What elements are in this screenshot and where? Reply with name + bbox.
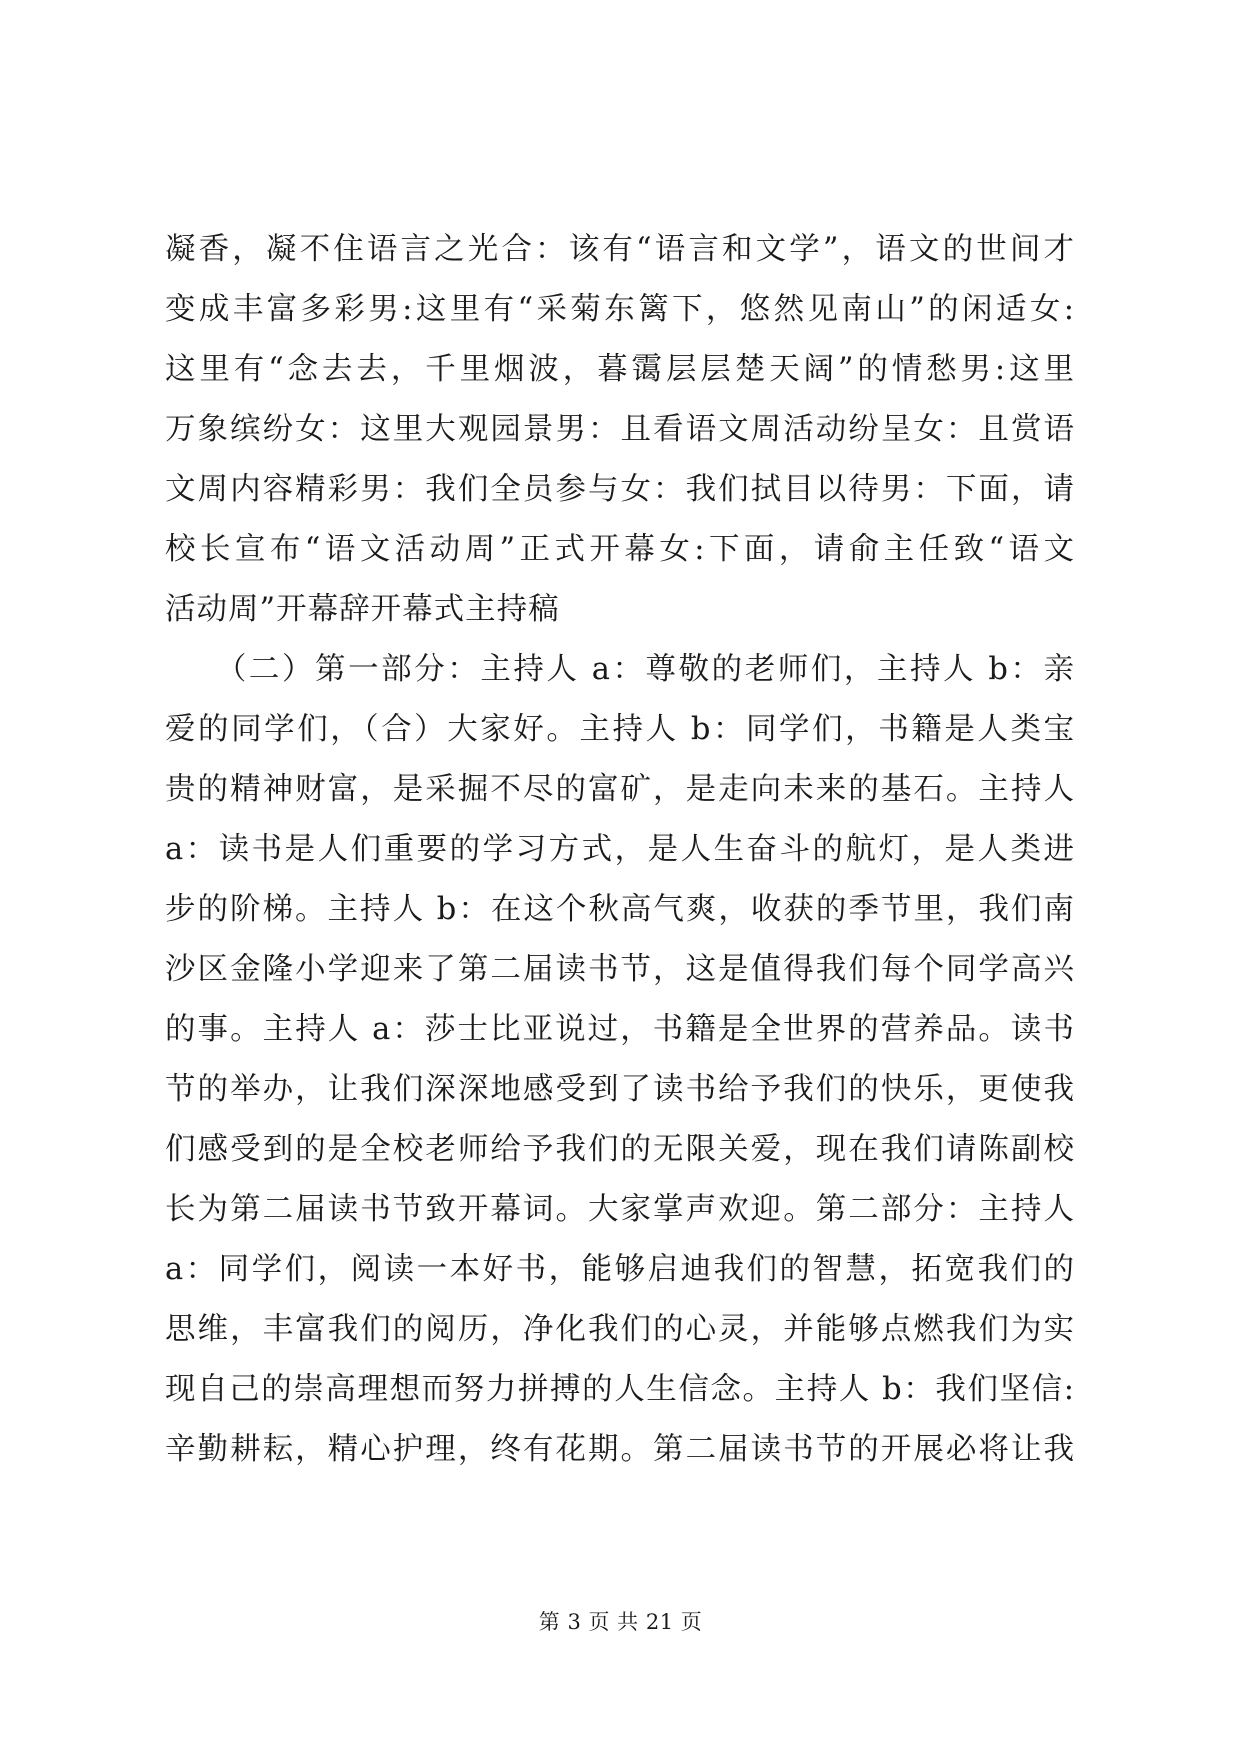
text-line: （二）第一部分：主持人 a：尊敬的老师们，主持人 b：亲 [165,652,1075,687]
text-line: 辛勤耕耘，精心护理，终有花期。第二届读书节的开展必将让我 [165,1432,1075,1467]
text-line: 活动周”开幕辞开幕式主持稿 [165,592,560,627]
text-line: 变成丰富多彩男:这里有“采菊东篱下，悠然见南山”的闲适女: [165,292,1075,327]
text-line: 长为第二届读书节致开幕词。大家掌声欢迎。第二部分：主持人 [165,1192,1075,1227]
text-line: 思维，丰富我们的阅历，净化我们的心灵，并能够点燃我们为实 [165,1312,1075,1347]
text-line: 校长宣布“语文活动周”正式开幕女:下面，请俞主任致“语文 [165,532,1075,567]
text-line: a：读书是人们重要的学习方式，是人生奋斗的航灯，是人类进 [165,832,1075,867]
text-line: 爱的同学们，（合）大家好。主持人 b：同学们，书籍是人类宝 [165,712,1075,747]
text-line: 这里有“念去去，千里烟波，暮霭层层楚天阔”的情愁男:这里 [165,352,1075,387]
text-line: 们感受到的是全校老师给予我们的无限关爱，现在我们请陈副校 [165,1132,1075,1167]
text-line: 文周内容精彩男：我们全员参与女：我们拭目以待男：下面，请 [165,472,1075,507]
text-line: 万象缤纷女：这里大观园景男：且看语文周活动纷呈女：且赏语 [165,412,1075,447]
text-line: 节的举办，让我们深深地感受到了读书给予我们的快乐，更使我 [165,1072,1075,1107]
body-text [165,220,1075,1480]
text-line: a：同学们，阅读一本好书，能够启迪我们的智慧，拓宽我们的 [165,1252,1075,1287]
text-line: 的事。主持人 a：莎士比亚说过，书籍是全世界的营养品。读书 [165,1012,1075,1047]
text-line: 贵的精神财富，是采掘不尽的富矿，是走向未来的基石。主持人 [165,772,1075,807]
text-line: 步的阶梯。主持人 b：在这个秋高气爽，收获的季节里，我们南 [165,892,1075,927]
text-line: 凝香，凝不住语言之光合：该有“语言和文学”，语文的世间才 [165,232,1075,267]
text-line: 现自己的崇高理想而努力拼搏的人生信念。主持人 b：我们坚信: [165,1372,1075,1407]
text-line: 沙区金隆小学迎来了第二届读书节，这是值得我们每个同学高兴 [165,952,1075,987]
page-number-footer: 第 3 页 共 21 页 [538,1610,703,1634]
